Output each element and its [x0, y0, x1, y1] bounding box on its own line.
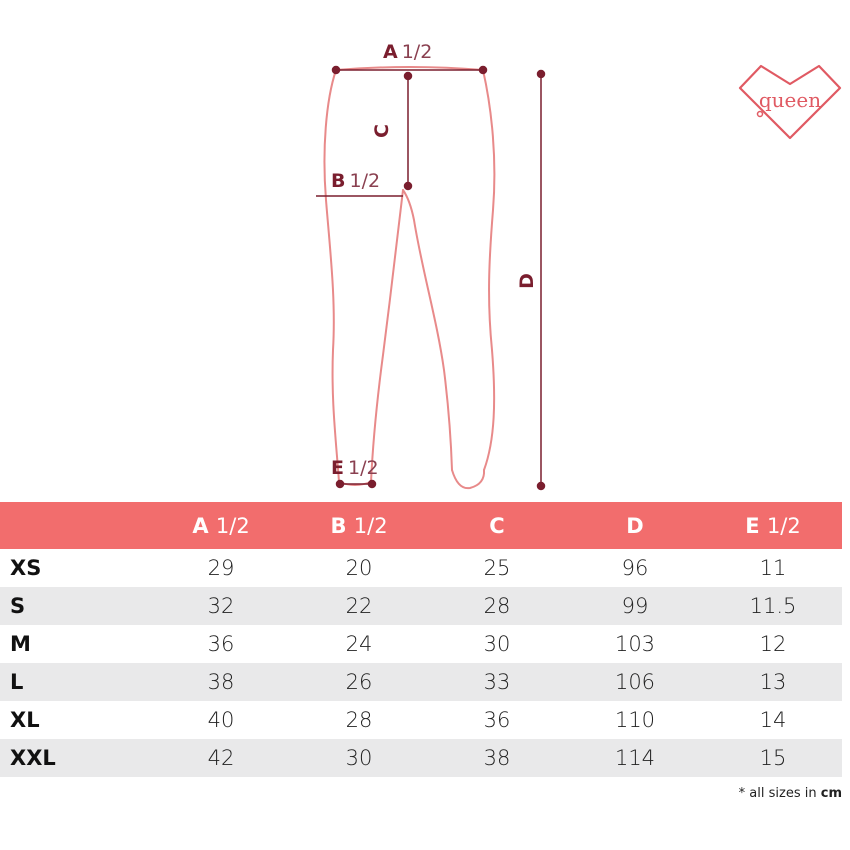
cell-e: 11 [759, 556, 787, 580]
cell-e: 13 [704, 663, 842, 701]
cell-e: 11.5 [704, 587, 842, 625]
dimension-c-end [405, 183, 412, 190]
dimension-c-start [405, 73, 412, 80]
table-row [0, 701, 842, 739]
cell-d: 114 [566, 739, 704, 777]
dimension-d-start [538, 71, 545, 78]
cell-b: 22 [290, 587, 428, 625]
cell-b: 30 [290, 739, 428, 777]
header-a: A 1/2 [152, 502, 290, 549]
dimension-lines [316, 67, 545, 490]
cell-c: 28 [428, 587, 566, 625]
size-label: M [10, 632, 31, 656]
cell-d: 96 [621, 556, 649, 580]
cell-a: 40 [207, 708, 235, 732]
table-header-row [0, 502, 842, 549]
cell-a: 42 [152, 739, 290, 777]
cell-d: 99 [566, 587, 704, 625]
queen-heart-logo [736, 62, 844, 142]
size-label: S [0, 587, 152, 625]
header-size [0, 502, 152, 549]
dimension-d-end [538, 483, 545, 490]
size-label: XXL [0, 739, 152, 777]
size-label: L [0, 663, 152, 701]
cell-a: 32 [152, 587, 290, 625]
logo-text: queen [758, 88, 822, 112]
header-d: D [566, 502, 704, 549]
label-c: C [371, 124, 393, 138]
size-label: XS [10, 556, 42, 580]
size-chart-table [0, 502, 842, 777]
footnote-unit: cm [820, 786, 842, 801]
cell-e: 14 [759, 708, 787, 732]
table-row [0, 625, 842, 663]
logo-ring-icon [758, 112, 763, 117]
cell-a: 38 [152, 663, 290, 701]
cell-b: 28 [345, 708, 373, 732]
cell-b: 26 [290, 663, 428, 701]
cell-b: 24 [345, 632, 373, 656]
cell-a: 29 [207, 556, 235, 580]
leggings-outline [324, 67, 494, 488]
cell-d: 106 [566, 663, 704, 701]
label-b: B 1/2 [331, 170, 381, 192]
dimension-a-start [333, 67, 340, 74]
cell-c: 25 [483, 556, 511, 580]
dimension-e-start [337, 481, 344, 488]
dimension-e-end [369, 481, 376, 488]
cell-c: 30 [483, 632, 511, 656]
cell-b: 20 [345, 556, 373, 580]
label-a: A 1/2 [383, 41, 433, 63]
table-row [0, 663, 842, 701]
label-e: E 1/2 [331, 457, 379, 479]
cell-e: 12 [759, 632, 787, 656]
cell-d: 103 [614, 632, 656, 656]
label-d: D [516, 273, 538, 289]
cell-d: 110 [614, 708, 656, 732]
dimension-a-end [480, 67, 487, 74]
table-row [0, 549, 842, 587]
cell-c: 33 [428, 663, 566, 701]
size-label: XL [10, 708, 40, 732]
table-row [0, 587, 842, 625]
cell-c: 36 [483, 708, 511, 732]
table-row [0, 739, 842, 777]
cell-a: 36 [207, 632, 235, 656]
units-footnote [739, 786, 842, 801]
header-b: B 1/2 [290, 502, 428, 549]
cell-e: 15 [704, 739, 842, 777]
cell-c: 38 [428, 739, 566, 777]
header-e: E 1/2 [704, 502, 842, 549]
header-c: C [428, 502, 566, 549]
footnote-text: * all sizes in [738, 786, 817, 801]
